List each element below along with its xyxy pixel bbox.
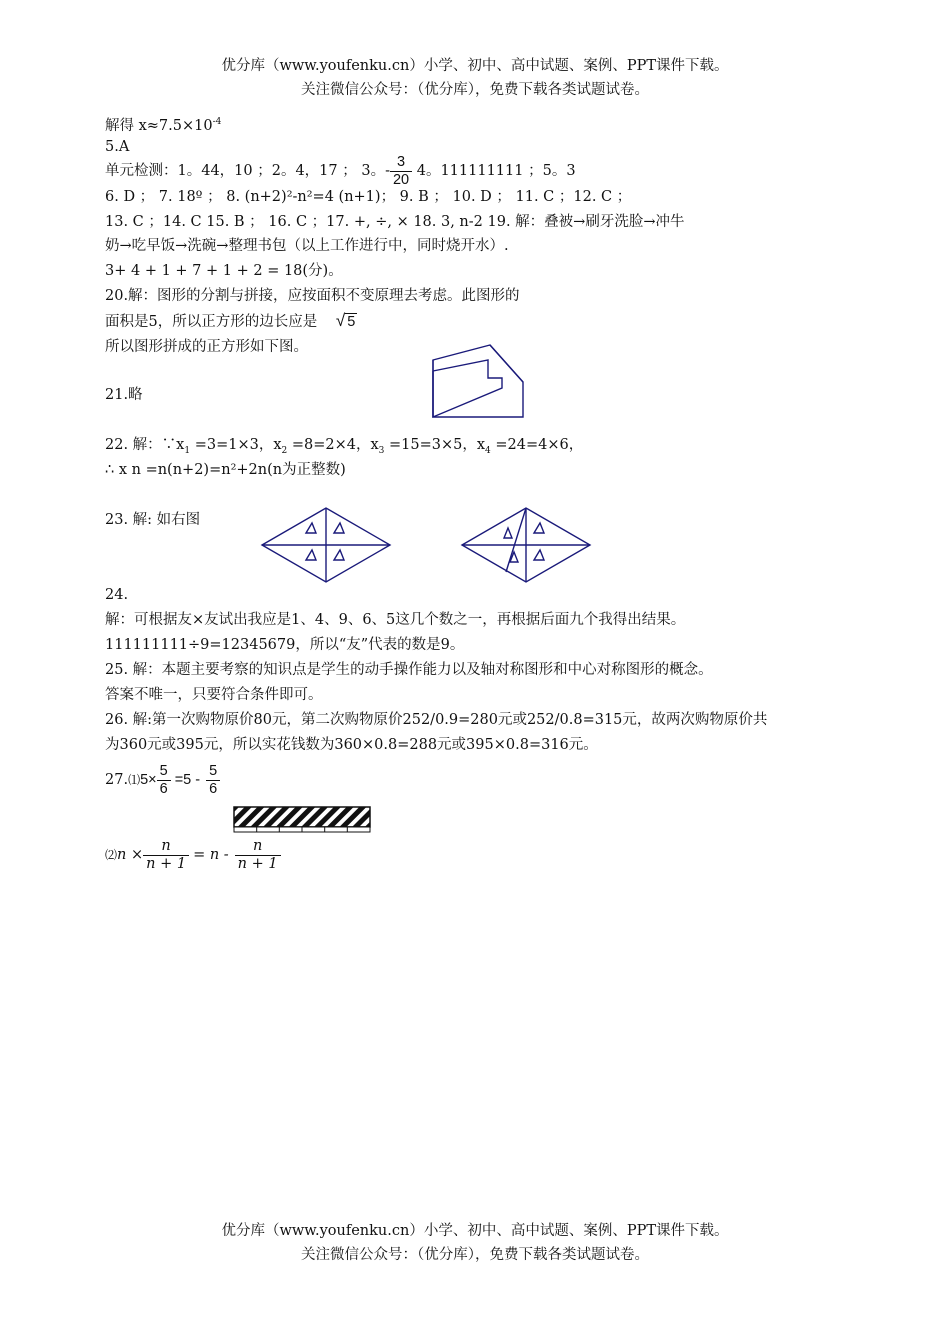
page-footer-line2: 关注微信公众号：（优分库），免费下载各类试题试卷。 <box>301 1247 649 1263</box>
sqrt-5: √ 5 <box>335 311 356 330</box>
answer-20-b: 面积是5，所以正方形的边长应是 √ 5 <box>105 311 356 330</box>
triangle-mark <box>504 528 512 538</box>
square-figure <box>430 355 525 420</box>
triangle-mark <box>306 523 316 533</box>
page-header-line2: 关注微信公众号：（优分库），免费下载各类试题试卷。 <box>301 82 649 98</box>
square-outer <box>433 345 523 417</box>
triangle-mark <box>334 523 344 533</box>
fraction-n-n-plus-1: $\frac{n}{n + 1}$ <box>235 838 281 873</box>
answer-27-2: ⑵n × $\frac{n}{n + 1}$ = n - $\frac{n}{n + 1}$ <box>105 835 281 875</box>
answer-19-cont: 奶→吃早饭→洗碗→整理书包（以上工作进行中，同时烧开水）. <box>105 238 509 254</box>
answer-5: 5.A <box>105 139 130 155</box>
answer-27-1: 27.⑴5× $\frac{5}{6}$ =5 - $\frac{5}{6}$ <box>105 760 220 800</box>
triangle-mark <box>334 550 344 560</box>
triangle-mark <box>306 550 316 560</box>
answer-22-b: ∴ x n =n(n+2)=n²+2n(n为正整数) <box>105 462 346 478</box>
answer-21: 21.略 <box>105 387 143 403</box>
inner-diagonal <box>490 345 523 382</box>
rhombus-figure-2 <box>462 508 590 582</box>
answer-25-b: 答案不唯一，只要符合条件即可。 <box>105 687 323 703</box>
fraction-3-20: $\frac{3}{20}$ <box>390 154 412 189</box>
answers-6-12: 6. D ； 7. 18º ； 8. (n+2)²-n²=4 (n+1)； 9. B ； 10. D ； 11. C ；12. C ； <box>105 189 632 205</box>
answer-26-a: 26. 解:第一次购物原价80元，第二次购物原价252/0.9=280元或252/0.8=315元，故两次购物原价共 <box>105 712 768 728</box>
page-footer-line1: 优分库（www.youfenku.cn）小学、初中、高中试题、案例、PPT课件下载。 <box>221 1223 729 1239</box>
fraction-n-n-plus-1: $\frac{n}{n + 1}$ <box>143 838 189 873</box>
answer-24-b: 111111111÷9=12345679，所以“友”代表的数是9。 <box>105 637 465 653</box>
fraction-5-6: $\frac{5}{6}$ <box>206 763 220 798</box>
answer-23: 23. 解: 如右图 <box>105 512 201 528</box>
answer-20-a: 20.解：图形的分割与拼接，应按面积不变原理去考虑。此图形的 <box>105 288 520 304</box>
answer-jiede: 解得 $x\approx 7.5\times 10^{-4}$ <box>105 117 222 134</box>
answer-19-sum: 3+ 4 + 1 + 7 + 1 + 2 = 18(分)。 <box>105 263 343 279</box>
answers-13-19: 13. C ；14. C 15. B ； 16. C ；17. +, ÷, × 18. 3, n-2 19. 解：叠被→刷牙洗脸→冲牛 <box>105 214 685 230</box>
answer-26-b: 为360元或395元，所以实花钱数为360×0.8=288元或395×0.8=316元。 <box>105 737 598 753</box>
answer-22-a: 22. 解：$\because x_1 =3=1\times 3$，$x_2 =8=2\times 4$，$x_3 =15=3\times 5$，$x_4 =24=4\times 6$， <box>105 437 584 456</box>
inner-l-shape <box>433 360 502 417</box>
fraction-5-6: $\frac{5}{6}$ <box>157 763 171 798</box>
rhombus-figure-1 <box>262 508 390 582</box>
unit-test-line: 单元检测：1。44，10 ；2。4，17 ； 3。- $\frac{3}{20}$ 4。111111111 ；5。3 <box>105 153 576 188</box>
hatched-bar <box>233 806 371 834</box>
answer-25-a: 25. 解：本题主要考察的知识点是学生的动手操作能力以及轴对称图形和中心对称图形的概念。 <box>105 662 713 678</box>
answer-24: 24. <box>105 587 129 603</box>
answer-20-c: 所以图形拼成的正方形如下图。 <box>105 339 308 355</box>
triangle-mark <box>534 523 544 533</box>
page-header-line1: 优分库（www.youfenku.cn）小学、初中、高中试题、案例、PPT课件下载。 <box>221 58 729 74</box>
answer-24-a: 解：可根据友×友试出我应是1、4、9、6、5这几个数之一，再根据后面九个我得出结果。 <box>105 612 686 628</box>
triangle-mark <box>534 550 544 560</box>
